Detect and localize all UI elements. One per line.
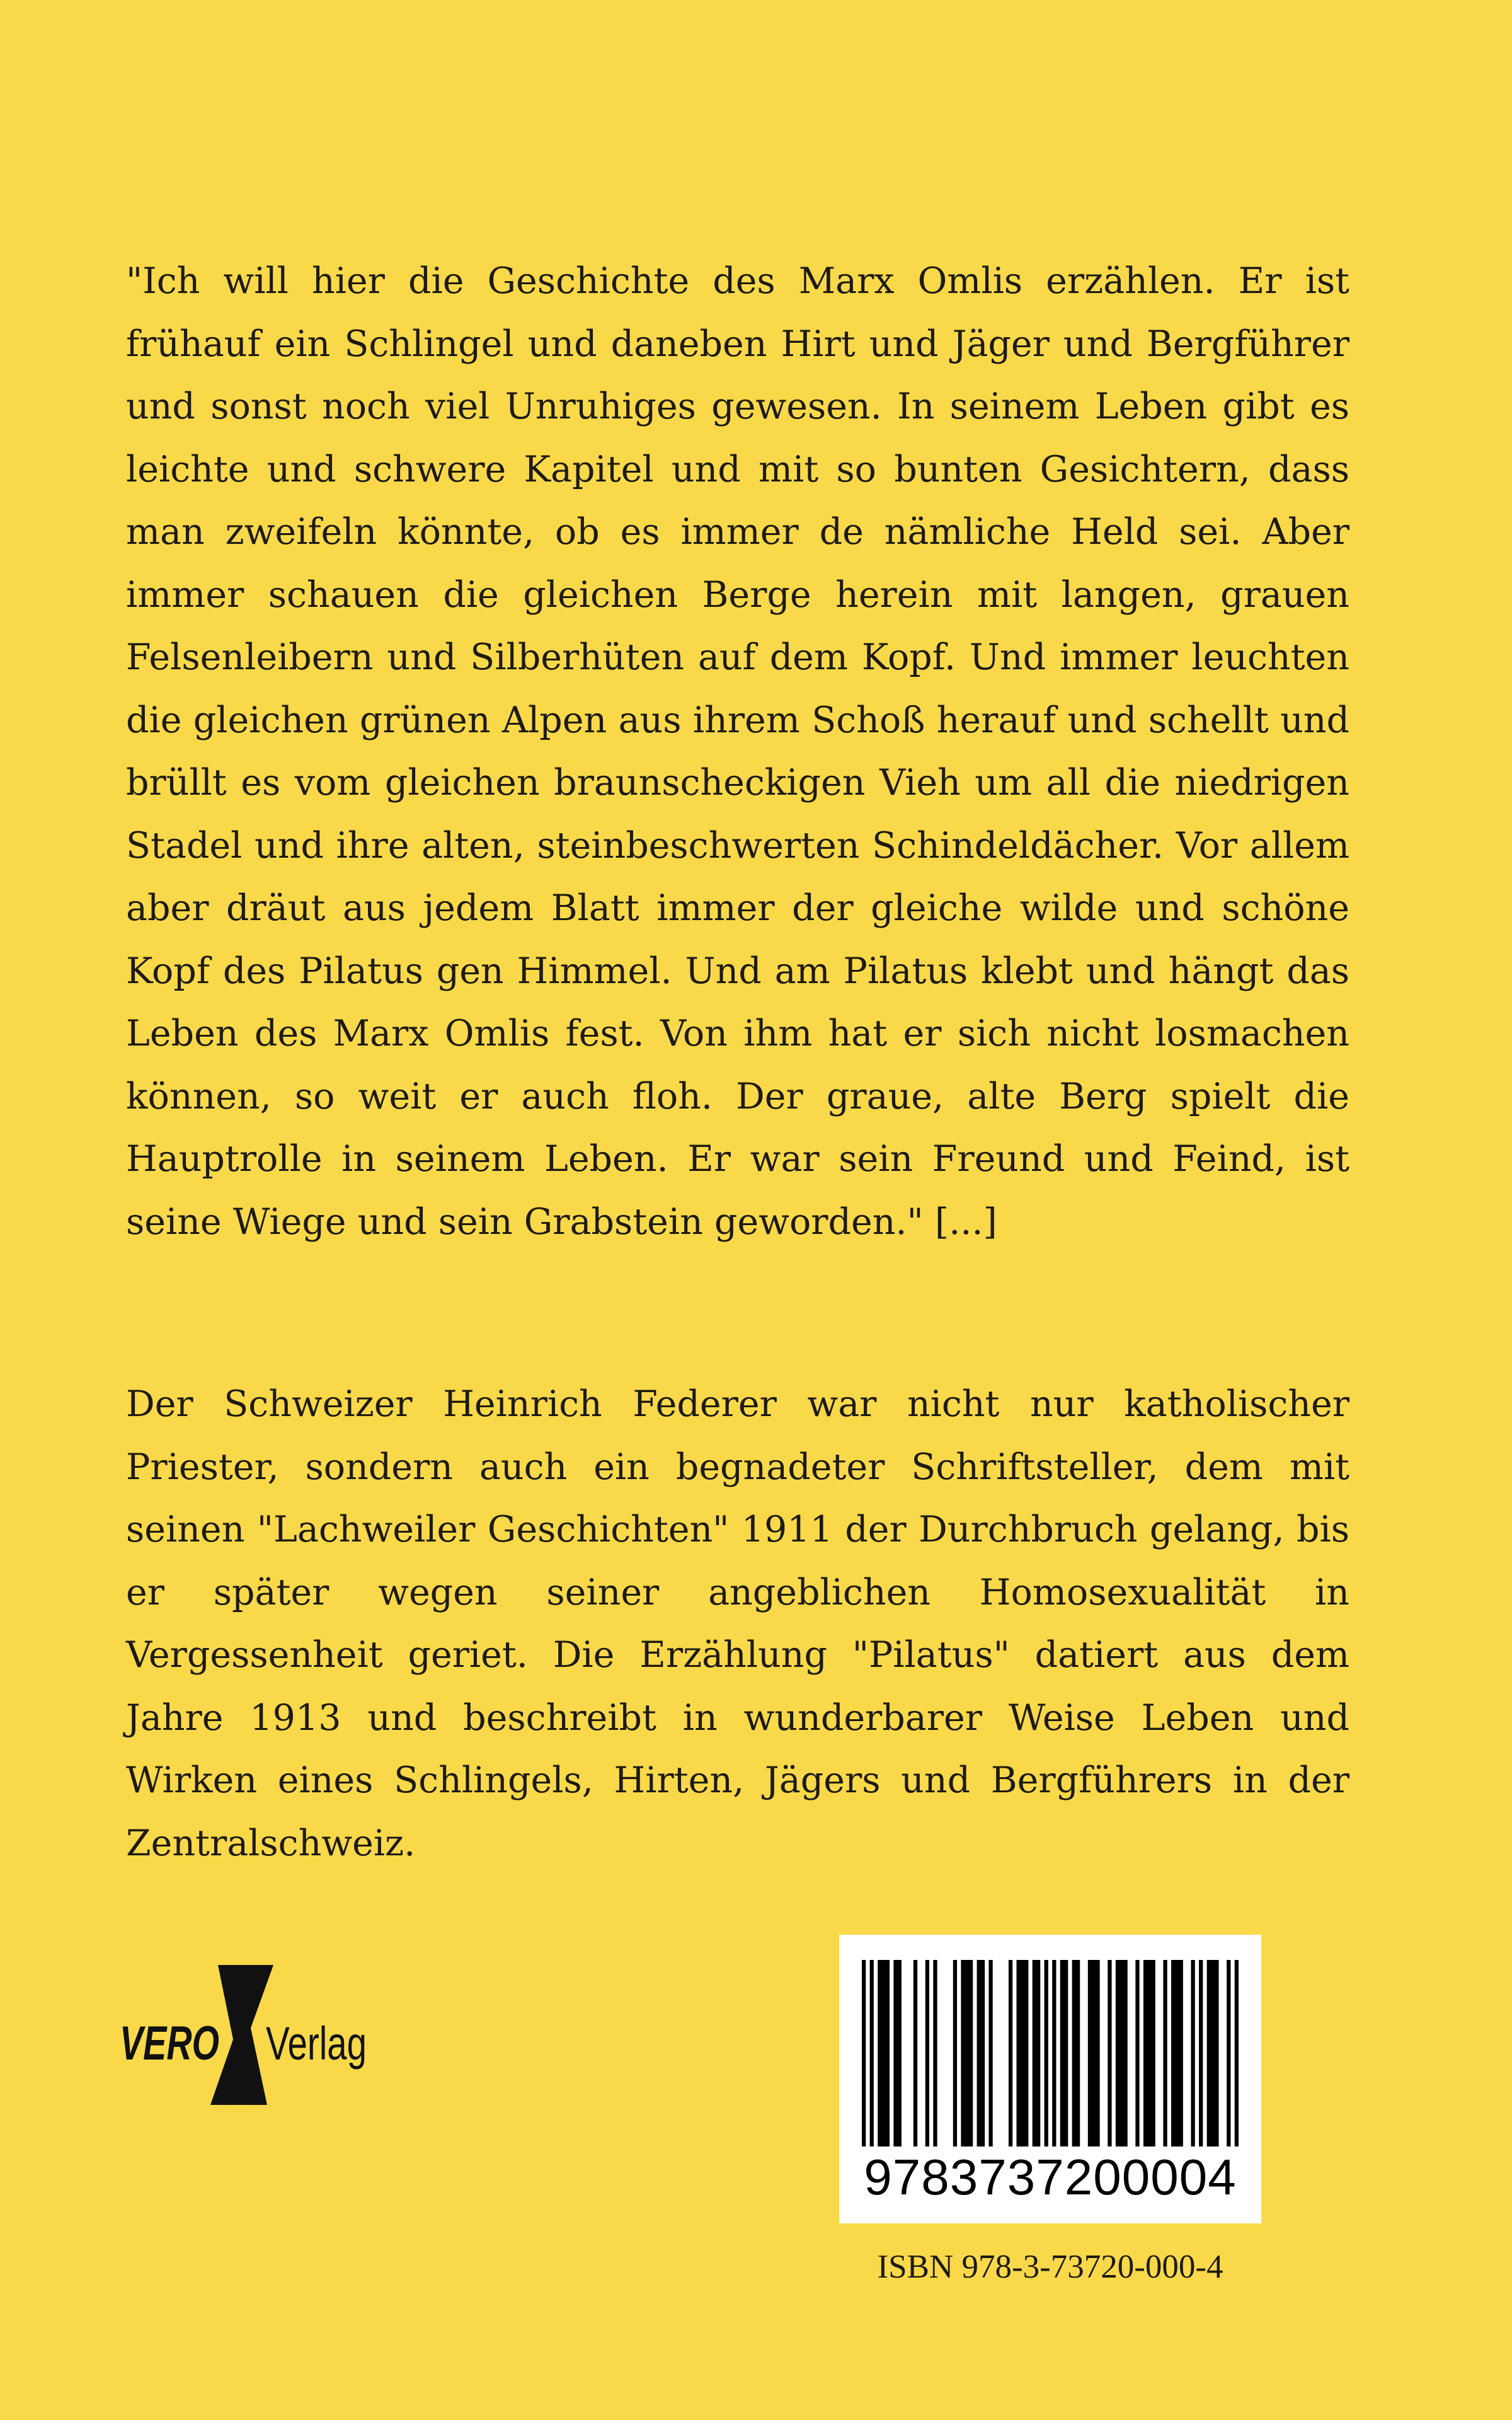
barcode-number: 9783737200004 — [864, 2149, 1237, 2205]
barcode-bar — [1016, 1960, 1028, 2146]
publisher-word: Verlag — [266, 2017, 367, 2070]
barcode-graphic — [862, 1960, 1239, 2146]
barcode-bar — [1033, 1960, 1041, 2146]
barcode-bar — [1171, 1960, 1183, 2146]
barcode-bar — [1191, 1960, 1194, 2146]
barcode-bar — [1199, 1960, 1203, 2146]
barcode-bar — [977, 1960, 985, 2146]
barcode-bar — [1163, 1960, 1167, 2146]
barcode-bar — [1045, 1960, 1048, 2146]
barcode-bar — [1072, 1960, 1080, 2146]
publisher-brand: VERO — [120, 2017, 219, 2070]
hourglass-icon — [210, 1965, 273, 2105]
barcode-bar — [1088, 1960, 1100, 2146]
isbn-label: ISBN 978-3-73720-000-4 — [877, 2249, 1223, 2285]
barcode-bar — [1227, 1960, 1230, 2146]
barcode-bar — [1235, 1960, 1239, 2146]
barcode-bar — [914, 1960, 917, 2146]
barcode-bar — [953, 1960, 957, 2146]
publisher-logo — [117, 1965, 369, 2110]
barcode-bar — [988, 1960, 992, 2146]
barcode-bar — [1135, 1960, 1139, 2146]
blurb-quote: "Ich will hier die Geschichte des Marx Omlis erzählen. Er ist frühauf ein Schlingel und daneben Hirt und Jäger und Bergführer und sonst noch viel Unruhiges gewesen. In seinem Leben gibt es leichte und schwere Kapitel und mit so bunten Gesichtern, dass man zweifeln könnte, ob es immer de nämliche Held sei. Aber immer schauen die gleichen Berge herein mit langen, grauen Felsenleibern und Silberhüten auf dem Kopf. Und immer leuchten die gleichen grünen Alpen aus ihrem Schoß herauf und schellt und brüllt es vom gleichen braunscheckigen Vieh um all die niedrigen Stadel und ihre alten, steinbeschwerten Schindeldächer. Vor allem aber dräut aus jedem Blatt immer der gleiche wilde und schöne Kopf des Pilatus gen Himmel. Und am Pilatus klebt und hängt das Leben des Marx Omlis fest. Von ihm hat er sich nicht losmachen können, so weit er auch floh. Der graue, alte Berg spielt die Hauptrolle in seinem Leben. Er war sein Freund und Feind, ist seine Wiege und sein Grabstein geworden." [...] — [126, 260, 1349, 1243]
barcode-bar — [870, 1960, 874, 2146]
barcode-bar — [1116, 1960, 1128, 2146]
author-description: Der Schweizer Heinrich Federer war nicht nur katholischer Priester, sondern auch ein begnadeter Schriftsteller, dem mit seinen "Lachweiler Geschichten" 1911 der Durchbruch gelang, bis er später wegen seiner angeblichen Homosexualität in Vergessenheit geriet. Die Erzählung "Pilatus" datiert aus dem Jahre 1913 und beschreibt in wunderbarer Weise Leben und Wirken eines Schlingels, Hirten, Jägers und Bergführers in der Zentralschweiz. — [126, 1383, 1349, 1864]
barcode-bar — [1108, 1960, 1111, 2146]
barcode-bar — [1143, 1960, 1155, 2146]
barcode-bar — [862, 1960, 866, 2146]
barcode-panel — [839, 1935, 1261, 2223]
barcode-bar — [925, 1960, 929, 2146]
barcode-bar — [1060, 1960, 1068, 2146]
barcode-bar — [893, 1960, 902, 2146]
barcode-bar — [933, 1960, 937, 2146]
barcode-bar — [1009, 1960, 1012, 2146]
barcode-bar — [1207, 1960, 1219, 2146]
barcode-bar — [1052, 1960, 1056, 2146]
barcode-bar — [961, 1960, 973, 2146]
barcode-bar — [878, 1960, 890, 2146]
